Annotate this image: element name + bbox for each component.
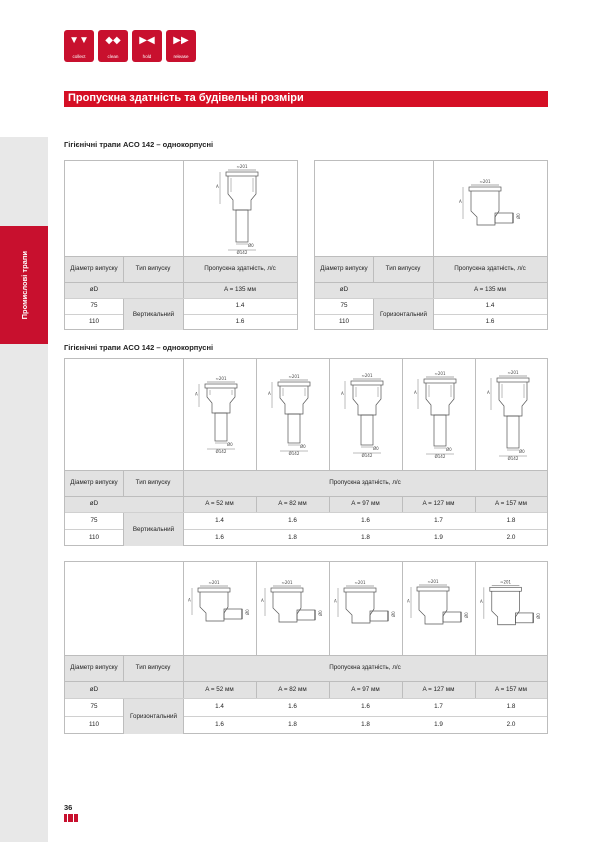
svg-text:Ø0: Ø0 xyxy=(536,612,542,619)
drain-schematic-icon xyxy=(404,371,474,458)
drain-drawing-a82 xyxy=(256,359,329,470)
svg-text:A: A xyxy=(407,598,410,604)
svg-text:≈201: ≈201 xyxy=(427,579,439,584)
svg-text:Ø0: Ø0 xyxy=(318,609,323,616)
drain-schematic-icon xyxy=(184,580,256,637)
drain-drawing-a97 xyxy=(329,359,402,470)
drain-drawing-a52 xyxy=(183,562,256,655)
capacity-cell: 1.8 xyxy=(506,516,516,524)
capacity-cell: 1.4 xyxy=(485,302,495,310)
header-type: Тип випуску xyxy=(135,265,171,273)
drain-schematic-icon xyxy=(477,370,547,460)
subheader-a-value: A = 135 мм xyxy=(474,286,506,294)
svg-text:A: A xyxy=(486,389,490,395)
capacity-cell: 1.7 xyxy=(434,703,443,711)
collect-label: collect xyxy=(72,54,86,59)
subheader-row xyxy=(65,682,547,699)
svg-text:Ø0: Ø0 xyxy=(227,442,233,447)
capacity-cell: 1.7 xyxy=(434,516,443,524)
capacity-cell: 1.9 xyxy=(434,533,443,541)
svg-text:A: A xyxy=(414,390,417,395)
capacity-cell: 1.4 xyxy=(215,703,224,711)
svg-text:≈201: ≈201 xyxy=(500,578,511,584)
svg-text:Ø0: Ø0 xyxy=(518,448,525,454)
page-title-bar xyxy=(64,91,548,107)
diameter-cell: 75 xyxy=(90,302,98,310)
svg-text:A: A xyxy=(188,597,191,603)
subheader-diameter: øD xyxy=(339,286,349,294)
subheader-row xyxy=(65,497,547,513)
hold-icon xyxy=(132,30,162,62)
diameter-cell: 110 xyxy=(338,318,350,326)
drawing-row xyxy=(315,161,547,257)
diameter-cell: 75 xyxy=(90,703,98,711)
subheader-diameter: øD xyxy=(89,286,99,294)
table-header xyxy=(315,257,547,283)
svg-text:≈201: ≈201 xyxy=(281,579,293,585)
svg-text:A: A xyxy=(458,198,462,204)
svg-text:Ø0: Ø0 xyxy=(245,609,250,615)
release-icon xyxy=(166,30,196,62)
clean-glyph: ◆◆ xyxy=(105,35,121,46)
svg-text:Ø142: Ø142 xyxy=(236,249,247,254)
subheader-diameter: øD xyxy=(89,685,99,693)
hold-label: hold xyxy=(142,54,152,59)
svg-text:≈201: ≈201 xyxy=(215,376,227,381)
svg-text:≈201: ≈201 xyxy=(479,178,490,184)
diameter-cell: 110 xyxy=(88,318,100,326)
svg-text:≈201: ≈201 xyxy=(288,374,300,379)
capacity-cell: 1.8 xyxy=(361,721,370,729)
drain-drawing-a52 xyxy=(183,359,256,470)
table-header xyxy=(65,656,547,682)
drain-schematic-icon xyxy=(476,579,547,639)
drain-drawing-a97 xyxy=(329,562,402,655)
svg-text:Ø142: Ø142 xyxy=(215,449,227,453)
svg-text:Ø0: Ø0 xyxy=(373,445,379,451)
collect-icon xyxy=(64,30,94,62)
clean-label: clean xyxy=(107,54,119,59)
header-capacity: Пропускна здатність, л/с xyxy=(329,479,401,487)
subheader-a-value: A = 135 мм xyxy=(224,286,256,294)
release-glyph: ▶▶ xyxy=(173,35,189,46)
header-type: Тип випуску xyxy=(135,479,171,487)
drain-schematic-icon xyxy=(455,179,527,239)
page-number: 36 xyxy=(64,803,73,812)
capacity-cell: 2.0 xyxy=(506,533,516,541)
capacity-cell: 1.6 xyxy=(485,318,495,326)
subheader-a-value: A = 82 мм xyxy=(278,685,307,693)
svg-text:Ø0: Ø0 xyxy=(247,242,254,248)
capacity-cell: 1.6 xyxy=(288,516,297,524)
capacity-cell: 1.6 xyxy=(361,516,370,524)
svg-text:≈201: ≈201 xyxy=(361,372,373,378)
svg-text:Ø0: Ø0 xyxy=(464,612,469,618)
subheader-a-value: A = 127 мм xyxy=(422,500,455,508)
page-title: Пропускна здатність та будівельні розміри xyxy=(68,92,304,104)
diameter-cell: 75 xyxy=(340,302,348,310)
section1-title: Гігієнічні трапи ACO 142 – однокорпусні xyxy=(64,140,214,149)
svg-text:Ø0: Ø0 xyxy=(446,447,452,452)
svg-text:A: A xyxy=(479,598,483,604)
release-label: release xyxy=(173,54,189,59)
svg-text:≈201: ≈201 xyxy=(434,371,446,376)
capacity-cell: 1.6 xyxy=(361,703,370,711)
capacity-cell: 1.9 xyxy=(434,721,443,729)
diameter-cell: 110 xyxy=(88,721,100,729)
header-capacity: Пропускна здатність, л/с xyxy=(204,265,276,273)
drain-schematic-icon xyxy=(331,373,401,457)
svg-text:Ø142: Ø142 xyxy=(288,451,300,455)
capacity-cell: 1.6 xyxy=(288,703,297,711)
table-header xyxy=(65,257,297,283)
svg-text:Ø0: Ø0 xyxy=(391,610,396,617)
svg-text:Ø142: Ø142 xyxy=(361,452,373,457)
section2-title: Гігієнічні трапи ACO 142 – однокорпусні xyxy=(64,343,214,352)
subheader-a-value: A = 127 мм xyxy=(422,685,455,693)
aco-mark-icon xyxy=(64,814,78,822)
svg-text:A: A xyxy=(341,390,344,396)
drain-schematic-icon xyxy=(257,580,329,638)
drain-drawing-a82 xyxy=(256,562,329,655)
header-type: Тип випуску xyxy=(385,265,421,273)
subheader-a-value: A = 97 мм xyxy=(351,500,380,508)
subheader-a-value: A = 52 мм xyxy=(205,685,234,693)
hold-glyph: ▶◀ xyxy=(139,35,155,46)
table-header xyxy=(65,471,547,497)
subheader-a-value: A = 52 мм xyxy=(205,500,234,508)
header-capacity: Пропускна здатність, л/с xyxy=(329,664,401,672)
table-vertical-outlet-variants xyxy=(64,358,548,546)
type-cell: Горизонтальний xyxy=(123,699,184,734)
svg-text:A: A xyxy=(268,391,271,396)
drain-schematic-icon xyxy=(185,376,255,453)
capacity-cell: 1.8 xyxy=(361,533,370,541)
svg-text:≈201: ≈201 xyxy=(208,580,220,585)
side-tab-label: Промислові трапи xyxy=(19,250,29,320)
svg-text:≈201: ≈201 xyxy=(354,579,366,585)
header-diameter: Діаметр випуску xyxy=(70,479,118,487)
subheader-a-value: A = 157 мм xyxy=(495,500,527,508)
collect-glyph: ▼▼ xyxy=(69,35,89,46)
svg-text:≈201: ≈201 xyxy=(507,369,518,375)
drain-drawing-vertical xyxy=(183,161,297,256)
drawing-row xyxy=(65,359,547,471)
drain-drawing-a127 xyxy=(402,359,475,470)
capacity-cell: 1.8 xyxy=(288,721,297,729)
svg-text:A: A xyxy=(195,391,198,397)
subheader-diameter: øD xyxy=(89,500,99,508)
type-cell: Горизонтальний xyxy=(373,299,434,330)
header-diameter: Діаметр випуску xyxy=(320,265,368,273)
header-capacity: Пропускна здатність, л/с xyxy=(454,265,526,273)
capacity-cell: 1.6 xyxy=(215,533,224,541)
drain-drawing-horizontal xyxy=(433,161,547,256)
capacity-cell: 1.8 xyxy=(288,533,297,541)
svg-text:A: A xyxy=(334,598,337,603)
capacity-cell: 2.0 xyxy=(506,721,516,729)
type-cell: Вертикальний xyxy=(123,513,184,546)
svg-text:Ø142: Ø142 xyxy=(434,454,446,458)
capacity-cell: 1.4 xyxy=(215,516,224,524)
table-horizontal-outlet xyxy=(314,160,548,330)
diameter-cell: 110 xyxy=(88,533,100,541)
process-icons xyxy=(64,30,196,62)
capacity-cell: 1.4 xyxy=(235,302,245,310)
header-diameter: Діаметр випуску xyxy=(70,265,118,273)
drain-drawing-a157 xyxy=(475,359,547,470)
subheader-a-value: A = 82 мм xyxy=(278,500,307,508)
section-side-tab xyxy=(0,226,48,344)
svg-text:Ø142: Ø142 xyxy=(507,455,518,460)
header-diameter: Діаметр випуску xyxy=(70,664,118,672)
svg-text:Ø0: Ø0 xyxy=(515,212,521,219)
svg-text:≈201: ≈201 xyxy=(236,163,247,169)
svg-text:A: A xyxy=(261,597,264,603)
svg-text:A: A xyxy=(215,183,219,189)
drain-schematic-icon xyxy=(403,579,475,638)
table-horizontal-outlet-variants xyxy=(64,561,548,734)
header-type: Тип випуску xyxy=(135,664,171,672)
capacity-cell: 1.8 xyxy=(506,703,516,711)
subheader-row xyxy=(315,283,547,299)
table-vertical-outlet xyxy=(64,160,298,330)
drawing-row xyxy=(65,562,547,656)
subheader-a-value: A = 97 мм xyxy=(351,685,380,693)
drawing-row xyxy=(65,161,297,257)
subheader-row xyxy=(65,283,297,299)
drain-drawing-a157 xyxy=(475,562,547,655)
drain-schematic-icon xyxy=(330,580,402,638)
capacity-cell: 1.6 xyxy=(235,318,245,326)
drain-schematic-icon xyxy=(258,374,328,455)
diameter-cell: 75 xyxy=(90,516,98,524)
clean-icon xyxy=(98,30,128,62)
subheader-a-value: A = 157 мм xyxy=(495,685,527,693)
type-cell: Вертикальний xyxy=(123,299,184,330)
drain-schematic-icon xyxy=(206,164,276,254)
drain-drawing-a127 xyxy=(402,562,475,655)
svg-text:Ø0: Ø0 xyxy=(300,444,306,449)
capacity-cell: 1.6 xyxy=(215,721,224,729)
